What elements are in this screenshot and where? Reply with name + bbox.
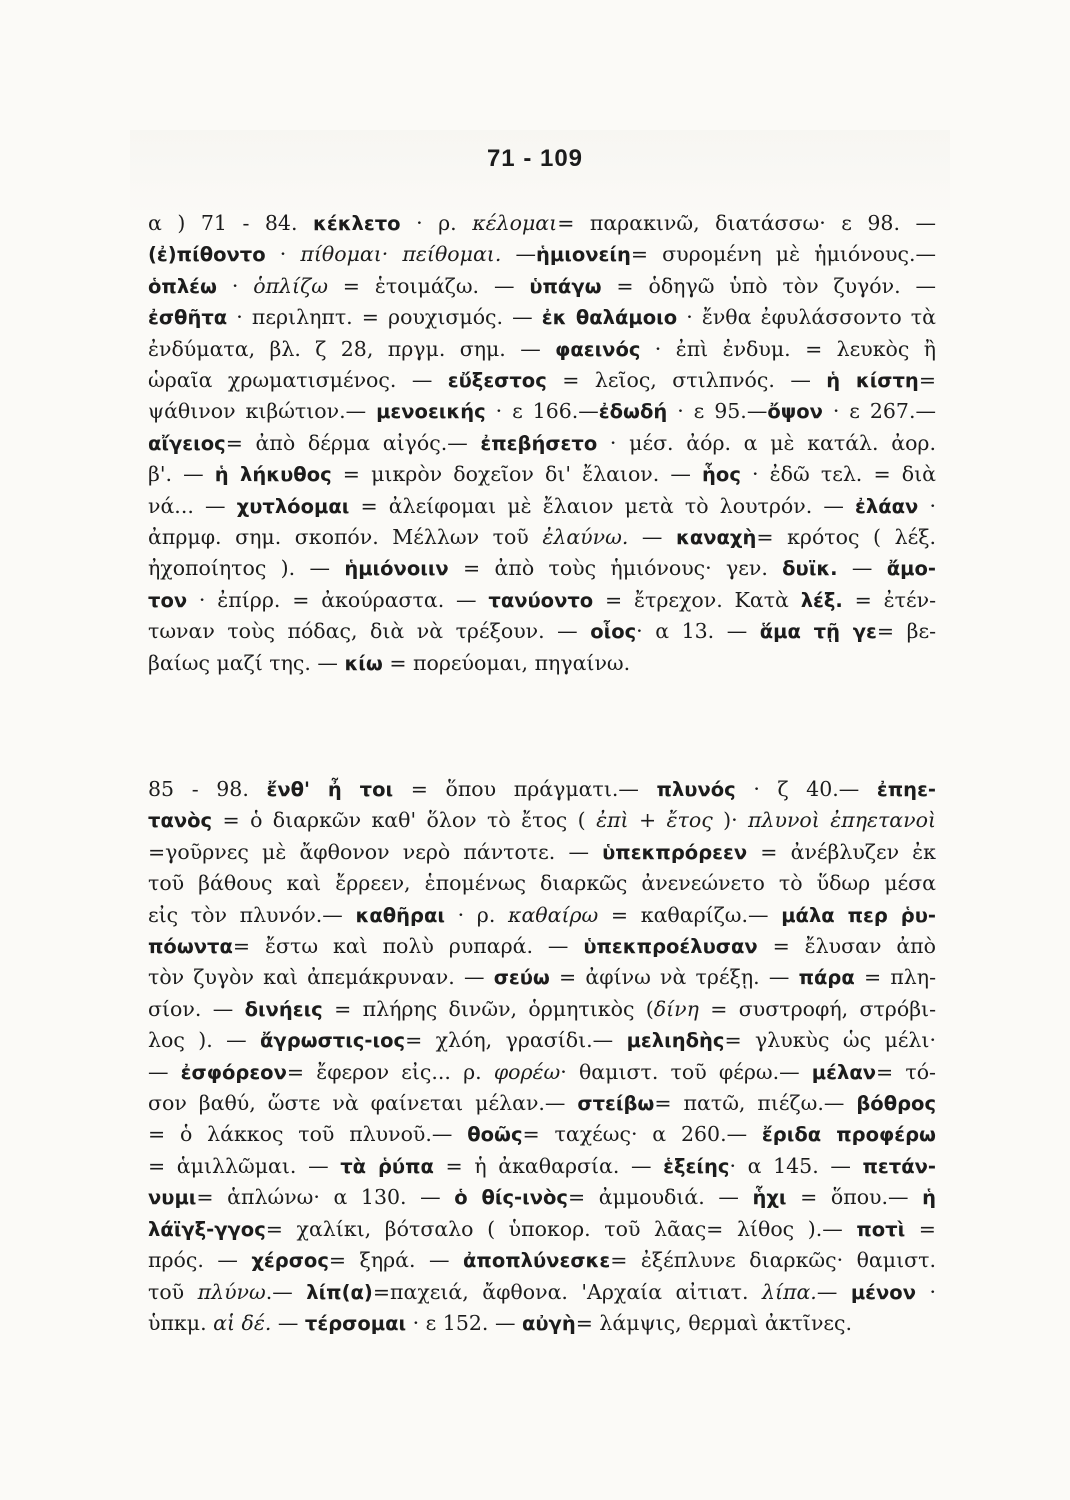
- text-run: = πλήρης δινῶν, ὁρμητικὸς (: [322, 996, 654, 1021]
- text-run: ·: [915, 1279, 936, 1304]
- italic-term: φορέω: [493, 1059, 561, 1084]
- text-run: = βε-: [876, 619, 937, 644]
- commentary-section-71-84: [148, 208, 936, 679]
- text-line: [148, 1214, 936, 1245]
- text-line: [148, 900, 936, 931]
- text-line: [148, 805, 936, 836]
- text-line: [148, 459, 936, 490]
- italic-term: ἐλαύνω.: [542, 525, 629, 550]
- headword: ἑξείης: [663, 1154, 730, 1178]
- text-run: · α 145. —: [729, 1153, 863, 1178]
- headword: καθῆραι: [355, 903, 445, 927]
- headword: πλυνός: [656, 778, 736, 801]
- text-run: σον βαθύ, ὥστε νὰ φαίνεται μέλαν.—: [148, 1091, 578, 1116]
- text-line: [148, 1088, 936, 1119]
- headword: μελιηδὴς: [626, 1029, 725, 1053]
- headword: εὔξεστος: [447, 369, 547, 393]
- text-line: [148, 1245, 936, 1276]
- text-run: = καθαρίζω.—: [598, 902, 782, 927]
- text-run: τοῦ βάθους καὶ ἔρρεεν, ἑπομένως διαρκῶς ἀνενεώνετο τὸ ὕδωρ μέσα: [148, 871, 936, 896]
- text-run: = λάμψις, θερμαὶ ἀκτῖνες.: [575, 1310, 853, 1335]
- text-run: β'. —: [148, 462, 215, 487]
- text-line: [148, 208, 936, 239]
- text-run: —: [148, 1059, 181, 1084]
- text-line: [148, 239, 936, 270]
- headword: ἔνθ' ἦ τοι: [266, 778, 394, 801]
- text-line: [148, 1308, 936, 1339]
- italic-term: κέλομαι: [472, 211, 558, 235]
- italic-term: πίθομαι· πείθομαι.: [300, 242, 502, 267]
- text-run: = συρομένη μὲ ἡμιόνους.—: [630, 242, 936, 267]
- headword: ἧχι: [752, 1186, 787, 1210]
- italic-term: ἐπὶ + ἔτος: [596, 808, 713, 833]
- commentary-section-85-98: [148, 774, 936, 1339]
- text-line: [148, 396, 936, 427]
- headword: ἐκ θαλάμοιο: [541, 306, 678, 330]
- text-line: [148, 1277, 936, 1308]
- text-line: [148, 1182, 936, 1213]
- text-line: [148, 648, 936, 679]
- text-run: νά... —: [148, 493, 237, 518]
- text-run: = ἔτρεχον. Κατὰ: [593, 587, 801, 612]
- italic-term: ὁπλίζω: [253, 273, 328, 298]
- text-line: [148, 302, 936, 333]
- italic-term: πλύνω: [197, 1279, 266, 1304]
- headword: χέρσος: [251, 1249, 329, 1273]
- headword: ἀποπλύνεσκε: [463, 1249, 611, 1273]
- headword: τον: [148, 588, 188, 612]
- text-line: [148, 774, 936, 805]
- text-run: .—: [265, 1279, 307, 1304]
- text-run: · ε 95.—: [667, 399, 768, 424]
- text-run: ·: [918, 493, 936, 518]
- text-run: = κρότος ( λέξ.: [756, 525, 937, 550]
- text-run: ὑπκμ.: [148, 1310, 214, 1335]
- text-run: = ἀπὸ δέρμα αἰγός.—: [225, 430, 481, 455]
- text-run: · ε 166.—: [485, 399, 599, 424]
- text-run: βαίως μαζί της. —: [148, 650, 345, 675]
- headword: αὐγὴ: [521, 1311, 576, 1335]
- text-run: ἐνδύματα, βλ. ζ 28, πργμ. σημ. —: [148, 336, 556, 361]
- text-run: = μικρὸν δοχεῖον δι' ἔλαιον. —: [331, 462, 703, 487]
- headword: ἐλάαν: [855, 494, 919, 518]
- text-run: λος ). —: [148, 1028, 261, 1053]
- headword: ἅμα τῇ γε: [759, 620, 877, 644]
- text-run: σίον. —: [148, 996, 245, 1021]
- text-run: = ἑτοιμάζω. —: [327, 273, 530, 298]
- text-run: τὸν ζυγὸν καὶ ἀπεμάκρυναν. —: [148, 965, 494, 990]
- text-run: = ἀμμουδιά. —: [567, 1185, 753, 1210]
- italic-term: πλυνοὶ ἐπηετανοὶ: [748, 808, 936, 833]
- text-run: = ὅπου πράγματι.—: [393, 777, 657, 801]
- text-run: ·: [216, 273, 254, 298]
- text-line: [148, 1151, 936, 1182]
- text-run: = συστροφή, στρόβι-: [698, 996, 937, 1021]
- headword: δινήεις: [244, 997, 323, 1021]
- headword: τὰ ῥύπα: [340, 1154, 434, 1178]
- headword: οἷος: [590, 620, 637, 644]
- headword: κέκλετο: [312, 212, 401, 235]
- text-run: = ξηρά. —: [328, 1248, 464, 1273]
- text-run: = ὁ λάκκος τοῦ πλυνοῦ.—: [148, 1122, 468, 1147]
- text-run: = ὅπου.—: [786, 1185, 923, 1210]
- text-run: = ἁπλώνω· α 130. —: [196, 1185, 455, 1210]
- text-run: · ἐδῶ τελ. = διὰ: [740, 462, 936, 487]
- text-run: ἠχοποίητος ). —: [148, 556, 345, 581]
- text-run: = ὁ διαρκῶν καθ' ὅλον τὸ ἔτος (: [212, 808, 597, 833]
- text-run: = ἐτέν-: [842, 587, 936, 612]
- text-run: = ἀλείφομαι μὲ ἔλαιον μετὰ τὸ λουτρόν. —: [349, 493, 856, 518]
- text-run: = γλυκὺς ὡς μέλι·: [724, 1028, 936, 1053]
- headword: ἡ κίστη: [826, 369, 919, 393]
- text-run: = τό-: [876, 1059, 936, 1084]
- text-run: · θαμιστ. τοῦ φέρω.—: [560, 1059, 812, 1084]
- text-run: = ἐξέπλυνε διαρκῶς· θαμιστ.: [610, 1248, 936, 1273]
- text-run: =παχειά, ἄφθονα. 'Αρχαία αἰτιατ.: [372, 1279, 762, 1304]
- text-line: [148, 271, 936, 302]
- headword: ἐπηε-: [876, 778, 937, 801]
- text-run: · ρ.: [444, 902, 508, 927]
- text-run: ·: [265, 242, 301, 267]
- text-run: = πορεύομαι, πηγαίνω.: [382, 650, 631, 675]
- text-line: [148, 837, 936, 868]
- headword: βόθρος: [856, 1092, 937, 1116]
- text-line: [148, 522, 936, 553]
- text-run: ὡραῖα χρωματισμένος. —: [148, 368, 448, 393]
- italic-term: καθαίρω: [508, 902, 599, 927]
- text-run: )·: [712, 808, 749, 833]
- text-run: ἀπρμφ. σημ. σκοπόν. Μέλλων τοῦ: [148, 525, 543, 550]
- headword: ἡμιόνοιιν: [344, 557, 449, 581]
- text-run: = ἀνέβλυζεν ἐκ: [747, 839, 936, 864]
- text-run: = ἡ ἀκαθαρσία. —: [433, 1153, 664, 1178]
- text-run: =: [918, 368, 937, 393]
- text-run: · περιληπτ. = ρουχισμός. —: [227, 305, 542, 330]
- text-run: = ἀπὸ τοὺς ἡμιόνους· γεν.: [448, 556, 783, 581]
- text-run: = χλόη, γρασίδι.—: [405, 1028, 627, 1053]
- headword: λάϊγξ-γγος: [148, 1217, 266, 1241]
- text-line: [148, 1057, 936, 1088]
- text-run: = ἔφερον εἰς... ρ.: [286, 1059, 494, 1084]
- text-run: · μέσ. ἀόρ. α μὲ κατάλ. ἀορ.: [597, 430, 936, 455]
- text-run: τωναν τοὺς πόδας, διὰ νὰ τρέξουν. —: [148, 619, 591, 644]
- text-run: = ταχέως· α 260.—: [522, 1122, 762, 1147]
- text-run: = ἔλυσαν ἀπὸ: [757, 934, 936, 959]
- text-run: =: [905, 1216, 936, 1241]
- text-line: [148, 1119, 936, 1150]
- headword: ἄγρωστις-ιος: [260, 1029, 406, 1053]
- headword: ἐπεβήσετο: [480, 431, 598, 455]
- headword: πετάν-: [862, 1154, 936, 1178]
- headword: ὑπάγω: [529, 274, 602, 298]
- headword: ἐσφόρεον: [180, 1060, 287, 1084]
- text-line: [148, 334, 936, 365]
- headword: πόωντα: [148, 935, 233, 959]
- headword: τανύοντο: [488, 588, 594, 612]
- headword: τέρσομαι: [304, 1311, 407, 1335]
- text-run: = πατῶ, πιέζω.—: [654, 1091, 857, 1116]
- headword: λίπ(α): [306, 1280, 373, 1304]
- headword: ὁπλέω: [148, 274, 217, 298]
- text-run: · ἔνθα ἐφυλάσσοντο τὰ: [677, 305, 936, 330]
- text-run: —: [501, 242, 536, 267]
- headword: λέξ.: [800, 588, 843, 612]
- text-run: = ἔστω καὶ πολὺ ρυπαρά. —: [232, 934, 584, 959]
- text-run: = ἀφίνω νὰ τρέξῃ. —: [549, 965, 799, 990]
- headword: μέλαν: [811, 1060, 877, 1084]
- text-run: · ρ.: [400, 211, 473, 235]
- headword: αἴγειος: [148, 431, 226, 455]
- text-line: [148, 994, 936, 1025]
- text-line: [148, 365, 936, 396]
- text-run: —: [271, 1310, 305, 1335]
- headword: ἔριδα προφέρω: [761, 1123, 936, 1147]
- headword: μενοεικής: [376, 400, 486, 424]
- headword: φαεινός: [555, 337, 641, 361]
- headword: καναχὴ: [675, 526, 757, 550]
- headword: πάρα: [798, 966, 855, 990]
- text-run: = ὁδηγῶ ὑπὸ τὸν ζυγόν. —: [601, 273, 936, 298]
- headword: χυτλόομαι: [236, 494, 350, 518]
- headword: ἄμο-: [886, 557, 936, 581]
- text-run: τοῦ: [148, 1279, 198, 1304]
- text-run: · ε 267.—: [822, 399, 936, 424]
- headword: νυμι: [148, 1186, 197, 1210]
- text-run: πρός. —: [148, 1248, 252, 1273]
- text-run: —: [837, 556, 887, 581]
- headword: ἐδωδή: [598, 400, 668, 424]
- text-run: · ε 152. —: [406, 1310, 522, 1335]
- headword: ἧος: [702, 463, 741, 487]
- headword: σεύω: [493, 966, 550, 990]
- text-line: [148, 553, 936, 584]
- headword: ὁ θίς-ινὸς: [454, 1186, 568, 1210]
- text-run: · ἐπὶ ἐνδυμ. = λευκὸς ἢ: [640, 336, 936, 361]
- text-run: = πλη-: [854, 965, 936, 990]
- text-line: [148, 428, 936, 459]
- text-line: [148, 491, 936, 522]
- headword: ἐσθῆτα: [148, 306, 228, 330]
- text-line: [148, 616, 936, 647]
- text-run: =γοῦρνες μὲ ἄφθονον νερὸ πάντοτε. —: [148, 839, 603, 864]
- text-run: α ) 71 - 84.: [148, 211, 313, 235]
- text-run: ψάθινον κιβώτιον.—: [148, 399, 377, 424]
- headword: δυϊκ.: [782, 557, 838, 581]
- text-run: · α 13. —: [636, 619, 760, 644]
- text-run: —: [628, 525, 676, 550]
- text-run: 85 - 98.: [148, 777, 267, 801]
- headword: ἡμιονείη: [535, 243, 631, 267]
- page-title: 71 - 109: [486, 145, 584, 172]
- headword: ὑπεκπρόρεεν: [602, 840, 748, 864]
- italic-term: αἱ δέ.: [213, 1310, 272, 1335]
- text-run: · ἐπίρρ. = ἀκούραστα. —: [187, 587, 489, 612]
- headword: ἡ: [922, 1186, 936, 1210]
- text-line: [148, 962, 936, 993]
- headword: κίω: [344, 651, 383, 675]
- headword: (ἐ)πίθοντο: [148, 243, 266, 267]
- text-line: [148, 868, 936, 899]
- headword: στείβω: [577, 1092, 655, 1116]
- text-run: = παρακινῶ, διατάσσω· ε 98. —: [557, 211, 936, 235]
- headword: θοῶς: [467, 1123, 523, 1147]
- headword: ὑπεκπροέλυσαν: [583, 935, 758, 959]
- text-run: εἰς τὸν πλυνόν.—: [148, 902, 356, 927]
- text-line: [148, 585, 936, 616]
- headword: ἡ λήκυθος: [214, 463, 332, 487]
- text-line: [148, 931, 936, 962]
- text-run: —: [816, 1279, 851, 1304]
- headword: μάλα περ ῥυ-: [781, 903, 936, 927]
- headword: μένον: [850, 1280, 916, 1304]
- headword: ποτὶ: [856, 1217, 906, 1241]
- italic-term: λίπα.: [761, 1279, 817, 1304]
- text-run: · ζ 40.—: [735, 777, 877, 801]
- italic-term: δίνη: [653, 996, 699, 1021]
- headword: τανὸς: [148, 809, 213, 833]
- text-line: [148, 1025, 936, 1056]
- text-run: = λεῖος, στιλπνός. —: [546, 368, 827, 393]
- headword: ὄψον: [767, 400, 823, 424]
- text-run: = ἁμιλλῶμαι. —: [148, 1153, 341, 1178]
- text-run: = χαλίκι, βότσαλο ( ὑποκορ. τοῦ λᾶας= λίθος ).—: [265, 1216, 857, 1241]
